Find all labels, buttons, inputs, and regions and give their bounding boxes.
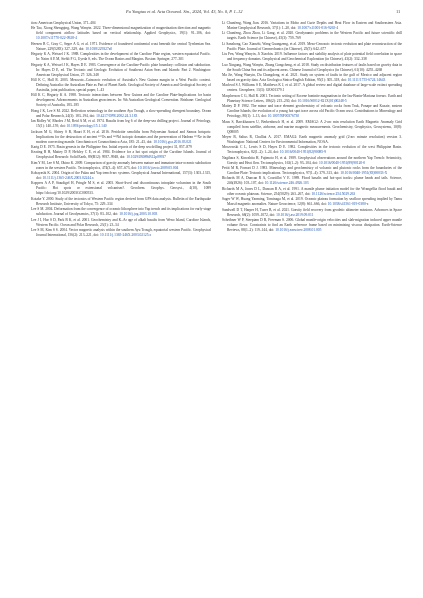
reference-text: Hegarty K A, Weissel J K, Hayes D E. 1983. Convergence at the Caroline-Pacific plate boundary: collision and subduction. In: Hayes D E, ed. The Tectonic and Geologic Evolution of Southeast Asian Seas and Islands: Part 2. Washington: American Geophysical Union, 27: 326–348	[31, 62, 211, 77]
reference-entry	[31, 26, 211, 41]
reference-entry	[31, 150, 211, 160]
reference-text: tion: American Geophysical Union, 371–404	[31, 21, 96, 25]
doi-link[interactable]: 10.1126/science.246.4926.103	[264, 181, 309, 186]
reference-entry	[31, 119, 211, 129]
reference-entry	[31, 93, 211, 108]
reference-text: Hegarty K A, Weissel J K. 1988. Complexities in the development of the Caroline Plate region, western equatorial Pacific. In: Nairn A E M, Stehli F G, Uyeda S, eds. The Ocean Basins and Margins. Boston: Springer, 277–301	[31, 52, 211, 62]
references-right-column	[222, 21, 402, 233]
reference-entry	[31, 63, 211, 78]
reference-text: Meyer B, Saltus R, Chulliat A. 2017. EMAG2: Earth magnetic anomaly grid (2-arc minute resolution) version 3. Washington: National Centers for Environmental Information, NOAA.	[222, 134, 402, 144]
reference-text: Karig D E. 1975. Basin genesis in the Philippine Sea. Initial reports of the deep sea drilling project 31, 857–879	[31, 144, 192, 149]
reference-entry	[222, 218, 402, 233]
reference-text: Koppers A A P, Staudigel H, Pringle M S, et al. 2003. Short-lived and discontinuous intraplate volcanism in the South Pacific: Hot spots or extensional volcanism?. Geochem. Geophys. Geosyst., 4(10), 1089 https://doi.org/10.1029/2003GC000533.	[31, 181, 211, 196]
reference-entry	[31, 130, 211, 145]
doi-link[interactable]: 10.4217/OPR.2002.24.3.183	[96, 113, 138, 118]
reference-text: Liu Fen, Wang Wanyin, Ji Xiaobin. 2019. Influence factors and stability analysis of plate potential field correlation in space and frequency domains. Geophysical and Geochemical Exploration (in Chinese), 43(2): 332–338	[222, 52, 402, 62]
references-left-column	[31, 21, 211, 238]
reference-entry	[222, 197, 402, 207]
reference-entry	[31, 109, 211, 119]
reference-entry	[222, 52, 402, 62]
doi-link[interactable]: 10.1016/0040-1951(89)90120-0	[318, 160, 366, 165]
reference-entry	[31, 78, 211, 93]
doi-link[interactable]: 10.1029/JB089iB12p09937	[126, 155, 166, 160]
reference-text: Mrozowski C L, Lewis S D, Hayes D E. 1982. Complexities in the tectonic evolution of the west Philippine Basin. Tectonophysics, 82(1–2): 1–24, doi:	[222, 145, 402, 155]
reference-entry	[31, 161, 211, 171]
reference-entry	[31, 42, 211, 52]
reference-text: Nagihara S, Kinoshita H, Fujimoto H, et al. 1989. Geophysical observations around the northern Yap Trench: Seismicity, Gravity and Heat flow. Tectonophysics, 163(1–2): 93–104, doi:	[222, 155, 402, 165]
reference-entry	[222, 156, 402, 166]
reference-entry	[222, 208, 402, 218]
reference-entry	[31, 197, 211, 207]
running-header: Fu Yongtao et al. Acta Oceanol. Sin., 2024, Vol. 43, No. 0, P. 1–12	[126, 9, 243, 14]
reference-entry	[222, 120, 402, 135]
reference-text: Hill K C, Hegarty K A. 1988. Tectonic interactions between New Guinea and the Caroline Plate-Implications for basin development. Advancements in Australian geosciences. In: 9th Australian Geological Convention. Brisbane: Geological Society of Australia, 183–185	[31, 93, 211, 108]
reference-text: Sager W W, Huang Yanming, Tominaga M, et al. 2019. Oceanic plateau formation by seafloor spreading implied by Tamu Massif magnetic anomalies. Nature Geoscience, 12(8): 661–666, doi:	[222, 197, 402, 207]
reference-text: Hong J K, Lee S M. 2022. Reflection seismology in the southern Ayu Trough, a slow-spreading divergent boundary. Ocean and Polar Research, 24(3): 183–194, doi:	[31, 108, 211, 118]
reference-entry	[222, 42, 402, 52]
reference-text: Kobayashi K. 2004. Origin of the Palau and Yap trench-arc systems. Geophysical Journal International, 157(3): 1303–1315, doi:	[31, 171, 211, 181]
doi-link[interactable]: 10.1038/s41561-019-0380-z	[327, 202, 369, 207]
reference-text: Pettit M R, Fornari D J. 1983. Mineralogy and geochemistry of volcanic and plutonic rocks from the boundaries of the Caroline Plate: Tectonic implications. Tectonophysics, 97(1–4): 379–313, doi:	[222, 166, 402, 176]
reference-text: Li Sanzhong, Cao Xianzhi, Wang Guangzeng, et al. 2019. Meso-Cenozoic tectonic evolution and plate reconstruction of the Pacific Plate. Journal of Geomechanics (in Chinese), 25(5): 642–677	[222, 41, 402, 51]
reference-text: Luo Xingang, Wang Wanyin, Zhang Gongcheng, et al. 2018. Study on distribution features of faults based on gravity data in the South China Sea and its adjacent areas. Chinese Journal of Geophysics (in Chinese), 61(10): 4255–4268	[222, 62, 402, 72]
reference-entry	[222, 63, 402, 73]
doi-link[interactable]: 10.1007/BF00376730	[267, 114, 300, 119]
doi-link[interactable]: 10.1016/j.earscirev.2008.01.005	[275, 228, 322, 233]
doi-link[interactable]: 10.1016/0040-1951(82)90085-9	[279, 150, 327, 155]
doi-link[interactable]: 10.1093/petrology/15.1.140	[66, 124, 107, 129]
doi-link[interactable]: 10.1111/1755-6724.14643	[347, 77, 386, 82]
reference-entry	[31, 181, 211, 196]
doi-link[interactable]: 10.1111/j.1365-246X.2003.02244.x	[42, 176, 94, 181]
reference-entry	[222, 166, 402, 176]
reference-text: Macleod S J, Williams S E, Matthews K J, et al. 2017. A global review and digital database of large-scale extinct spreading centers. Geosphere, 13(3): GES01379.1	[222, 83, 402, 93]
reference-text: Lee J I, Hur S D, Park B K, et al. 2001. Geochemistry and K–Ar age of alkali basalts from Weno Island, Caroline Islands, Western Pacific. Ocean and Polar Research, 23(1): 23–34	[31, 217, 211, 227]
reference-entry	[31, 228, 211, 238]
doi-link[interactable]: 10.1007/s11001-016-9265-4	[297, 26, 339, 30]
reference-text: Keating B H, Mattey D P, Helsley C E, et al. 1984. Evidence for a hot spot origin of the Caroline Islands. Journal of Geophysical Research: Solid Earth, 89(B12): 9937–9948, doi:	[31, 150, 211, 160]
reference-text: Scheibner W P, Steepiam D R, Freeman S. 2006. Global mantle-origin velocities and slab-migration induced upper mantle volume flows: Constraints to find an Earth reference frame based on minimizing viscous dissipation. Earth-Science Reviews, 88(1–2): 119–144, doi:	[222, 218, 402, 233]
reference-entry	[31, 207, 211, 217]
reference-text: Richards M A, Duncan R A, Courtillot V E. 1989. Flood basalts and hot-spot tracks: plume heads and tails. Science, 246(4926): 103–107, doi:	[222, 176, 402, 186]
reference-text: Heezen B C, Gray C, Segre A G, et al. 1971. Evidence of foundered continental crust beneath the central Tyrrhenian Sea. Nature, 229(5283): 327–329, doi:	[31, 41, 211, 51]
reference-text: Lee S M, Kim S S. 2004. Vector magnetic analysis within the southern Ayu Trough, equatorial western Pacific. Geophysical Journal International, 156(2): 213–221, doi:	[31, 228, 211, 238]
doi-link[interactable]: 10.1016/j.tecto.2009.05.004	[137, 165, 179, 170]
reference-entry	[222, 21, 402, 31]
reference-entry	[222, 145, 402, 155]
reference-text: He Tao, Xiong Shengqing, Wang Wanyin. 2022. Three-dimensional magnetization of magnetization direction and magnetic field component airflow latitudes based on vertical relationship. Applied Geophysics, 19(1): 91–106, doi:	[31, 26, 211, 36]
doi-link[interactable]: 10.1016/S0012-821X(01)00248-5	[297, 98, 347, 103]
reference-text: Macpherson C G, Hall R. 2001. Tectonic setting of Eocene boninite magmatism in the Izu-Bonin-Mariana forearc. Earth and Planetary Science Letters, 186(2): 215–230, doi:	[222, 93, 402, 103]
reference-entry	[31, 21, 211, 26]
reference-text: Jackson M G, Shirey S B, Hauri E H, et al. 2016. Peridotite xenoliths from Polynesian Austral and Samoa hotspots: Implications for the destruction of ancient ¹⁸⁷Os and ¹⁴³Nd isotopic domains and the preservation of Hadean ¹²⁹Xe in the modern convecting mantle. Geochimica et Cosmochimica Acta, 185: 21–43, doi:	[31, 129, 211, 144]
reference-entry	[222, 73, 402, 83]
reference-text: Kim Y M, Lee S M, Okino K. 2009. Comparison of gravity anomaly between mature and immature intra-oceanic subduction zones in the western Pacific. Tectonophysics, 474(3–4): 657–673, doi:	[31, 160, 211, 170]
reference-entry	[222, 187, 402, 197]
reference-text: Li Chunfeng, Zhou Zhou, Li Gang, et al. 2020. Geodynamic problems in the Western Pacific and future scientific drill targets. Earth Science (in Chinese), 45(3): 759–769	[222, 31, 402, 41]
doi-link[interactable]: 10.1111/j.1365-246X.2003.02125.x	[99, 233, 152, 238]
reference-entry	[222, 176, 402, 186]
reference-entry	[31, 145, 211, 150]
reference-text: Li Chunfeng, Wang Jian. 2016. Variations in Moho and Curie Depths and Heat Flow in Eastern and Southeastern Asia. Marine Geophysical Research, 37(1): 1–20, doi:	[222, 21, 402, 30]
reference-entry	[222, 83, 402, 93]
reference-entry	[222, 31, 402, 41]
reference-text: Sandwell D T, Harper H, Tozer B, et al. 2021. Gravity field recovery from geodetic altimeter missions. Advances in Space Research, 68(2): 1059–1072, doi:	[222, 207, 402, 217]
doi-link[interactable]: 10.1016/j.jog.2003.10.003	[119, 212, 158, 217]
doi-link[interactable]: 10.1126/science.254.5029.263	[311, 191, 356, 196]
reference-entry	[222, 104, 402, 119]
reference-text: Mattey D P. 1982. The minor and trace element geochemistry of volcanic rocks from Truk, Ponape and Kusaie, eastern Caroline Islands; the evolution of a young hot spot trace across old Pacific Ocean crust. Contributions to Mineralogy and Petrology, 80(1): 1–13, doi:	[222, 104, 402, 119]
doi-link[interactable]: 10.1038/229327a0	[85, 46, 113, 51]
reference-text: Kotake Y. 2000. Study of the tectonics of Western Pacific region derived from GPS data analysis. Bulletin of the Earthquake Research Institute, University of Tokyo, 75: 229–334	[31, 196, 211, 206]
reference-text: Hill K C, Hall R. 2003. Mesozoic–Cainozoic evolution of Australia’s New Guinea margin in a West Pacific context. Defining Australia: the Australian Plate as Part of Planet Earth. Geological Society of America and Geological Society of Australia, joint publication, special paper, 1–43	[31, 77, 211, 92]
reference-text: Maus S, Barckhausen U, Berkenbosch H, et al. 2009. EMAG2: A 2-arc min resolution Earth Magnetic Anomaly Grid compiled from satellite, airborne, and marine magnetic measurements. Geochemistry, Geophysics, Geosystems, 10(8): Q08005	[222, 119, 402, 134]
reference-entry	[222, 94, 402, 104]
doi-link[interactable]: 10.1016/0040-1951(83)90033-X	[340, 171, 388, 176]
reference-text: Richards M A, Jones D L, Duncan R A, et al. 1991. A mantle plume initiation model for the Wrangellia flood basalt and other oceanic plateaus. Science, 254(5029): 263–267, doi:	[222, 186, 402, 196]
page-number: 11	[396, 9, 401, 14]
reference-entry	[222, 135, 402, 145]
reference-entry	[31, 52, 211, 62]
reference-text: Ian Ridley W, Rhodes J M, Reid A M, et al. 1974. Basalts from leg 6 of the deep-sea drilling project. Journal of Petrology, 15(1): 140–159, doi:	[31, 119, 211, 129]
reference-text: Lee S M. 2004. Deformation from the convergence of oceanic lithosphere into Yap trench and its implications for early-stage subduction. Journal of Geodynamics, 37(1): 83–102, doi:	[31, 207, 211, 217]
doi-link[interactable]: 10.1016/j.asr.2019.09.011	[276, 212, 314, 217]
doi-link[interactable]: 10.1007/s11770-022-0928-4	[36, 36, 77, 41]
doi-link[interactable]: 10.1016/j.gca.2016.03.021	[153, 139, 192, 144]
reference-entry	[31, 218, 211, 228]
reference-text: Ma Jie, Wang Wanyin, Du Changdong, et al. 2021. Study on system of faults in the gulf of Mexico and adjacent region based on gravity data. Acta Geologica Sinica-English Edition, 95(1): 305–318, doi:	[222, 72, 402, 82]
reference-entry	[31, 171, 211, 181]
